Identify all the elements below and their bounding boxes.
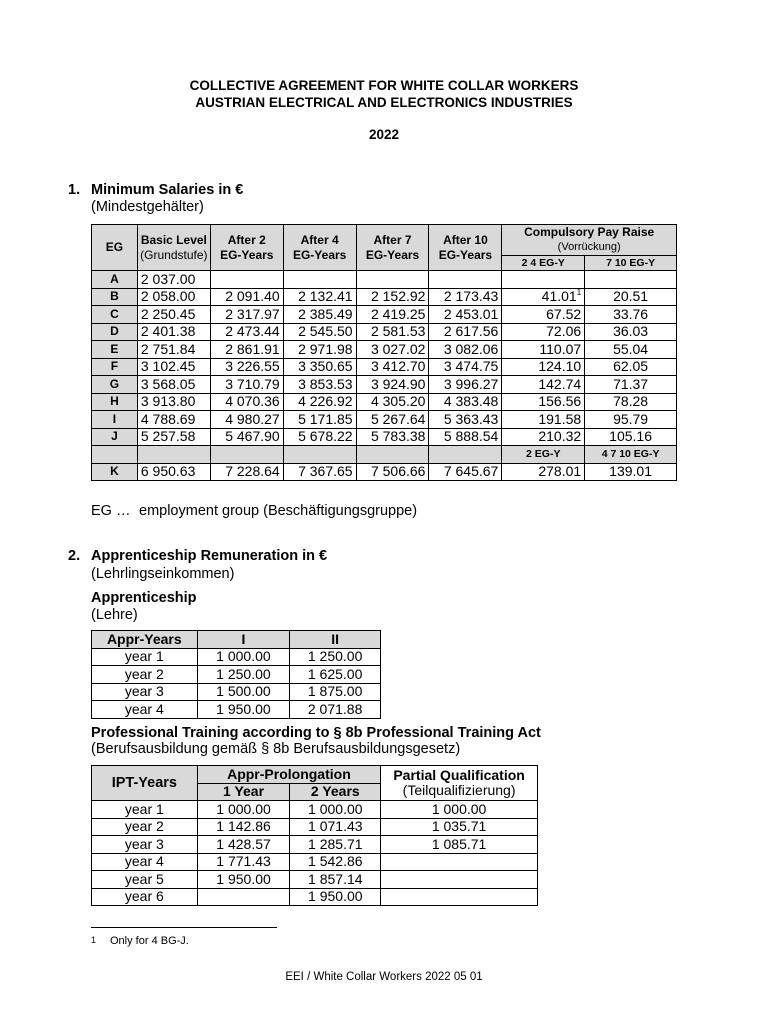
salary-cell: 2 401.38 <box>137 323 210 341</box>
salary-cell: 3 082.06 <box>429 341 502 359</box>
amount-cell: 1 085.71 <box>381 836 538 854</box>
year-cell: year 3 <box>92 683 198 701</box>
amount-cell: 1 250.00 <box>197 666 290 684</box>
footnote-reference: 1 <box>576 288 582 298</box>
minimum-salaries-table <box>91 224 677 481</box>
eg-cell: H <box>92 393 138 411</box>
raise-cell: 105.16 <box>585 428 677 446</box>
salary-cell: 4 226.92 <box>283 393 356 411</box>
col-eg-header: EG <box>92 225 138 271</box>
table-row <box>92 666 381 684</box>
salary-cell: 2 473.44 <box>210 323 283 341</box>
col-raise-1-header: 2 4 EG-Y <box>502 256 585 271</box>
salary-cell <box>283 271 356 289</box>
eg-cell: C <box>92 306 138 324</box>
year-cell: year 2 <box>92 818 198 836</box>
eg-note-text: employment group (Beschäftigungsgruppe) <box>139 503 418 519</box>
salary-cell: 2 581.53 <box>356 323 429 341</box>
salary-cell: 3 350.65 <box>283 358 356 376</box>
year-cell: year 1 <box>92 648 198 666</box>
col-after7-header: After 7 EG-Years <box>356 225 429 271</box>
salary-cell: 7 228.64 <box>210 463 283 481</box>
salary-cell: 4 305.20 <box>356 393 429 411</box>
section1-subtitle: (Mindestgehälter) <box>91 199 204 215</box>
year-cell: year 1 <box>92 801 198 819</box>
salary-cell: 3 226.55 <box>210 358 283 376</box>
table-row <box>92 701 381 719</box>
salary-cell: 3 102.45 <box>137 358 210 376</box>
eg-cell: K <box>92 463 138 481</box>
amount-cell: 1 035.71 <box>381 818 538 836</box>
col-i-header: I <box>197 631 290 649</box>
raise-cell: 78.28 <box>585 393 677 411</box>
table-row <box>92 428 677 446</box>
eg-cell: E <box>92 341 138 359</box>
raise-value: 41.01 <box>541 288 577 305</box>
table-row <box>92 271 677 289</box>
col-raise-header: Compulsory Pay Raise (Vorrückung) <box>502 225 677 256</box>
salary-cell: 4 383.48 <box>429 393 502 411</box>
salary-cell: 2 250.45 <box>137 306 210 324</box>
document-title-line1: COLLECTIVE AGREEMENT FOR WHITE COLLAR WORKERS <box>189 78 579 93</box>
salary-cell: 5 783.38 <box>356 428 429 446</box>
section1-number: 1. <box>68 182 81 198</box>
col-appr-years-header: Appr-Years <box>92 631 198 649</box>
salary-cell: 2 091.40 <box>210 288 283 306</box>
footnote-text: Only for 4 BG-J. <box>110 935 189 947</box>
document-year: 2022 <box>368 127 400 142</box>
raise-cell: 210.32 <box>502 428 585 446</box>
professional-training-title: Professional Training according to § 8b Professional Training Act <box>91 725 541 741</box>
amount-cell: 1 285.71 <box>290 836 381 854</box>
apprenticeship-table <box>91 630 381 719</box>
table-row-k <box>92 463 677 481</box>
raise-cell: 62.05 <box>585 358 677 376</box>
salary-cell: 3 924.90 <box>356 376 429 394</box>
year-cell: year 4 <box>92 853 198 871</box>
amount-cell: 1 950.00 <box>290 888 381 906</box>
salary-cell: 3 853.53 <box>283 376 356 394</box>
table-row <box>92 801 538 819</box>
col-partial-header: Partial Qualification (Teilqualifizierung) <box>381 766 538 801</box>
col-after4-header: After 4 EG-Years <box>283 225 356 271</box>
salary-cell: 5 467.90 <box>210 428 283 446</box>
amount-cell: 1 875.00 <box>290 683 381 701</box>
amount-cell <box>381 871 538 889</box>
professional-training-table <box>91 765 538 906</box>
amount-cell: 1 542.86 <box>290 853 381 871</box>
section2-subtitle: (Lehrlingseinkommen) <box>91 566 235 582</box>
table-row <box>92 323 677 341</box>
col-after10-header: After 10 EG-Years <box>429 225 502 271</box>
salary-cell: 2 419.25 <box>356 306 429 324</box>
salary-cell: 3 027.02 <box>356 341 429 359</box>
eg-cell: G <box>92 376 138 394</box>
salary-cell: 4 980.27 <box>210 411 283 429</box>
year-cell: year 3 <box>92 836 198 854</box>
raise-cell: 139.01 <box>585 463 677 481</box>
amount-cell <box>381 888 538 906</box>
year-cell: year 5 <box>92 871 198 889</box>
salary-cell: 5 363.43 <box>429 411 502 429</box>
raise-cell: 110.07 <box>502 341 585 359</box>
table-row <box>92 836 538 854</box>
salary-cell: 2 861.91 <box>210 341 283 359</box>
col-basic-header: Basic Level (Grundstufe) <box>137 225 210 271</box>
raise-cell: 278.01 <box>502 463 585 481</box>
salary-cell: 5 171.85 <box>283 411 356 429</box>
footnote-divider <box>91 927 277 928</box>
raise-cell: 36.03 <box>585 323 677 341</box>
salary-cell: 2 152.92 <box>356 288 429 306</box>
raise-cell <box>502 288 585 306</box>
table-row <box>92 288 677 306</box>
section1-title: Minimum Salaries in € <box>91 182 244 198</box>
salary-cell: 4 070.36 <box>210 393 283 411</box>
table-row <box>92 888 538 906</box>
amount-cell: 1 142.86 <box>197 818 290 836</box>
amount-cell: 1 000.00 <box>197 801 290 819</box>
amount-cell <box>381 853 538 871</box>
salary-cell: 5 267.64 <box>356 411 429 429</box>
eg-note-abbr: EG … <box>91 503 131 519</box>
salary-cell: 2 132.41 <box>283 288 356 306</box>
document-title-line2: AUSTRIAN ELECTRICAL AND ELECTRONICS INDUSTRIES <box>195 95 573 110</box>
apprenticeship-subtitle: (Lehre) <box>91 607 138 623</box>
raise-cell: 33.76 <box>585 306 677 324</box>
salary-cell: 7 506.66 <box>356 463 429 481</box>
amount-cell: 1 950.00 <box>197 701 290 719</box>
amount-cell: 1 950.00 <box>197 871 290 889</box>
amount-cell: 1 625.00 <box>290 666 381 684</box>
eg-cell: F <box>92 358 138 376</box>
salary-cell: 2 317.97 <box>210 306 283 324</box>
amount-cell: 1 000.00 <box>197 648 290 666</box>
table-row <box>92 683 381 701</box>
col-2years-header: 2 Years <box>290 783 381 801</box>
section2-title: Apprenticeship Remuneration in € <box>91 548 328 564</box>
salary-cell: 2 385.49 <box>283 306 356 324</box>
salary-cell: 3 913.80 <box>137 393 210 411</box>
salary-cell: 5 678.22 <box>283 428 356 446</box>
amount-cell: 1 000.00 <box>381 801 538 819</box>
amount-cell: 1 071.43 <box>290 818 381 836</box>
mid-raise-2-header: 4 7 10 EG-Y <box>585 446 677 464</box>
amount-cell <box>197 888 290 906</box>
page-footer: EEI / White Collar Workers 2022 05 01 <box>285 971 483 983</box>
eg-cell: J <box>92 428 138 446</box>
raise-cell: 72.06 <box>502 323 585 341</box>
raise-cell: 20.51 <box>585 288 677 306</box>
salary-cell: 6 950.63 <box>137 463 210 481</box>
col-prolongation-header: Appr-Prolongation <box>197 766 381 784</box>
table-row <box>92 853 538 871</box>
amount-cell: 1 500.00 <box>197 683 290 701</box>
amount-cell: 1 250.00 <box>290 648 381 666</box>
salary-cell: 3 568.05 <box>137 376 210 394</box>
professional-training-subtitle: (Berufsausbildung gemäß § 8b Berufsausbildungsgesetz) <box>91 741 461 757</box>
col-1year-header: 1 Year <box>197 783 290 801</box>
salary-cell: 3 474.75 <box>429 358 502 376</box>
salary-cell: 2 751.84 <box>137 341 210 359</box>
amount-cell: 1 857.14 <box>290 871 381 889</box>
footnote-mark: 1 <box>91 935 97 945</box>
salary-cell <box>356 271 429 289</box>
eg-cell: I <box>92 411 138 429</box>
col-after2-header: After 2 EG-Years <box>210 225 283 271</box>
table-row <box>92 411 677 429</box>
apprenticeship-title: Apprenticeship <box>91 590 197 606</box>
salary-cell <box>429 271 502 289</box>
col-ii-header: II <box>290 631 381 649</box>
table-row <box>92 393 677 411</box>
salary-cell: 3 710.79 <box>210 376 283 394</box>
table-row <box>92 818 538 836</box>
amount-cell: 1 771.43 <box>197 853 290 871</box>
year-cell: year 2 <box>92 666 198 684</box>
salary-cell: 2 545.50 <box>283 323 356 341</box>
salary-cell: 2 971.98 <box>283 341 356 359</box>
salary-cell: 2 453.01 <box>429 306 502 324</box>
raise-cell: 124.10 <box>502 358 585 376</box>
salary-cell: 2 173.43 <box>429 288 502 306</box>
salary-cell: 5 257.58 <box>137 428 210 446</box>
raise-cell: 67.52 <box>502 306 585 324</box>
salary-cell: 2 617.56 <box>429 323 502 341</box>
mid-header-blank <box>92 446 138 464</box>
salary-cell: 3 412.70 <box>356 358 429 376</box>
raise-cell <box>502 271 585 289</box>
table-row <box>92 376 677 394</box>
raise-cell <box>585 271 677 289</box>
salary-cell: 7 367.65 <box>283 463 356 481</box>
eg-cell: B <box>92 288 138 306</box>
eg-cell: D <box>92 323 138 341</box>
salary-cell: 3 996.27 <box>429 376 502 394</box>
amount-cell: 1 000.00 <box>290 801 381 819</box>
year-cell: year 6 <box>92 888 198 906</box>
col-ipt-years-header: IPT-Years <box>92 766 198 801</box>
salary-cell: 4 788.69 <box>137 411 210 429</box>
col-raise-2-header: 7 10 EG-Y <box>585 256 677 271</box>
salary-cell <box>210 271 283 289</box>
mid-raise-1-header: 2 EG-Y <box>502 446 585 464</box>
year-cell: year 4 <box>92 701 198 719</box>
table-row <box>92 358 677 376</box>
salary-cell: 7 645.67 <box>429 463 502 481</box>
table-row <box>92 341 677 359</box>
amount-cell: 1 428.57 <box>197 836 290 854</box>
raise-cell: 95.79 <box>585 411 677 429</box>
table-row <box>92 871 538 889</box>
salary-cell: 5 888.54 <box>429 428 502 446</box>
salary-cell: 2 037.00 <box>137 271 210 289</box>
section2-number: 2. <box>68 548 81 564</box>
salary-cell: 2 058.00 <box>137 288 210 306</box>
table-row <box>92 306 677 324</box>
raise-cell: 191.58 <box>502 411 585 429</box>
raise-cell: 142.74 <box>502 376 585 394</box>
table-row <box>92 648 381 666</box>
raise-cell: 55.04 <box>585 341 677 359</box>
raise-cell: 71.37 <box>585 376 677 394</box>
eg-cell: A <box>92 271 138 289</box>
raise-cell: 156.56 <box>502 393 585 411</box>
amount-cell: 2 071.88 <box>290 701 381 719</box>
